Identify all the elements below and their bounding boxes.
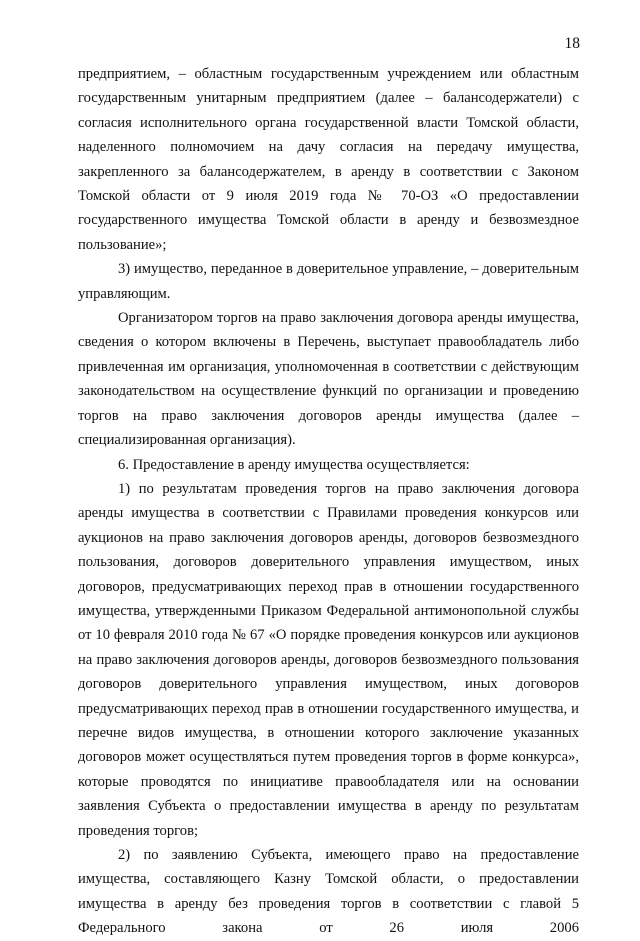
paragraph-section-6-item-1: 1) по результатам проведения торгов на право заключения договора аренды имущества в соответствии с Правилами проведения конкурсов или аукционов на право заключения договоров аренды, договоров безвозмездного пользования, договоров доверительного управления имуществом, иных договоров, предусматривающих переход прав в отношении государственного имущества, утвержденными Приказом Федеральной антимонопольной службы от 10 февраля 2010 года № 67 «О порядке проведения конкурсов или аукционов на право заключения договоров аренды, договоров безвозмездного пользования договоров доверительного управления имуществом, иных договоров предусматривающих переход прав в отношении государственного имущества, и перечне видов имущества, в отношении которого заключение указанных договоров может осуществляться путем проведения торгов в форме конкурса», которые проводятся по инициативе правообладателя или на основании заявления Субъекта о предоставлении имущества в аренду по результатам проведения торгов; [78, 480, 579, 839]
paragraph-section-6-item-2: 2) по заявлению Субъекта, имеющего право на предоставление имущества, составляющего Казну Томской области, о предоставлении имущества в аренду без проведения торгов в соответствии с главой 5 Федерального закона от 26 июля 2006 [78, 847, 579, 937]
page-number: 18 [564, 35, 580, 52]
paragraph-organizer: Организатором торгов на право заключения договора аренды имущества, сведения о котором включены в Перечень, выступает правообладатель либо привлеченная им организация, уполномоченная в соответствии с действующим законодательством на осуществление функций по организации и проведению торгов на право заключения договоров аренды имущества (далее – специализированная организация). [78, 310, 579, 449]
paragraph-continuation: предприятием, – областным государственным учреждением или областным государственным унитарным предприятием (далее – балансодержатели) с согласия исполнительного органа государственной власти Томской области, наделенного полномочием на дачу согласия на передачу имущества, закрепленного за балансодержателем, в аренду в соответствии с Законом Томской области от 9 июля 2019 года № 70-ОЗ «О предоставлении государственного имущества Томской области в аренду и безвозмездное пользование»; [78, 66, 579, 253]
paragraph-item-3: 3) имущество, переданное в доверительное управление, – доверительным управляющим. [78, 261, 579, 302]
paragraph-section-6-heading: 6. Предоставление в аренду имущества осуществляется: [118, 456, 470, 473]
document-body [78, 62, 579, 941]
